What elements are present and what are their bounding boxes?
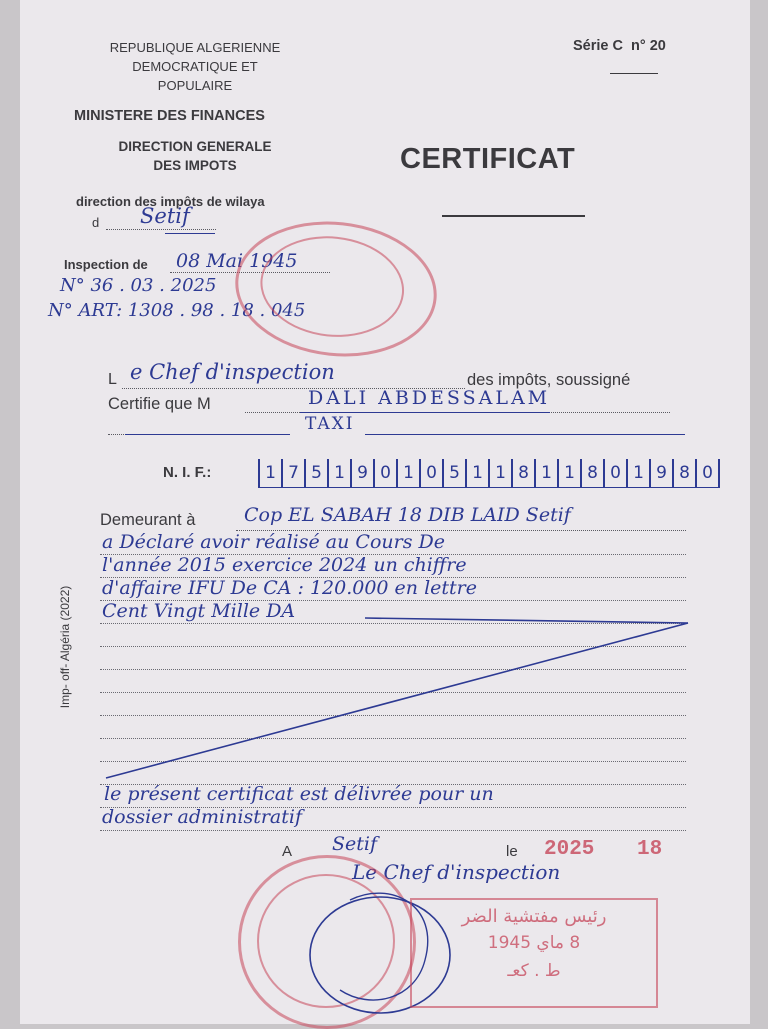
nif-digit: 5 — [306, 459, 329, 487]
chef-suffix: des impôts, soussigné — [467, 371, 631, 389]
inspection-label: Inspection de — [64, 257, 148, 272]
ministry-title: MINISTERE DES FINANCES — [74, 108, 265, 124]
address-line: Cop EL SABAH 18 DIB LAID Setif — [244, 504, 571, 526]
nif-digit: 0 — [605, 459, 628, 487]
series-number: Série C n° 20 — [573, 38, 666, 54]
demeurant-label: Demeurant à — [100, 511, 196, 529]
reference-line-2: N° ART: 1308 . 98 . 18 . 045 — [48, 300, 306, 321]
nif-digit: 5 — [444, 459, 467, 487]
stamp-arabic-line-1: رئيس مفتشية الضر — [461, 906, 607, 927]
place-label: A — [282, 843, 293, 860]
certificate-paper — [20, 0, 750, 1024]
rectangular-stamp — [410, 898, 658, 1008]
closing-line-1: le présent certificat est délivrée pour un — [104, 783, 494, 805]
nif-digit: 1 — [467, 459, 490, 487]
nif-digit: 1 — [260, 459, 283, 487]
republic-line-2: DEMOCRATIQUE ET — [132, 59, 258, 74]
direction-line-2: DES IMPOTS — [153, 158, 237, 173]
nif-digit: 1 — [490, 459, 513, 487]
signature-title: Le Chef d'inspection — [352, 860, 561, 884]
inspection-value: 08 Mai 1945 — [176, 250, 298, 272]
date-day: 18 — [637, 838, 663, 861]
date-label: le — [506, 843, 518, 860]
declaration-line-2: l'année 2015 exercice 2024 un chiffre — [102, 554, 467, 576]
nif-digit: 1 — [628, 459, 651, 487]
nif-digit: 1 — [536, 459, 559, 487]
nif-digit: 0 — [375, 459, 398, 487]
republic-line-1: REPUBLIQUE ALGERIENNE — [109, 40, 281, 55]
nif-digit: 9 — [352, 459, 375, 487]
nif-digit: 8 — [674, 459, 697, 487]
reference-line-1: N° 36 . 03 . 2025 — [60, 275, 217, 296]
date-year: 2025 — [544, 838, 595, 861]
nif-digit: 9 — [651, 459, 674, 487]
declaration-line-1: a Déclaré avoir réalisé au Cours De — [102, 531, 445, 553]
wilaya-value: Setif — [140, 204, 190, 228]
profession-value: TAXI — [305, 414, 355, 434]
direction-line-1: DIRECTION GENERALE — [118, 139, 272, 154]
nif-digit: 0 — [421, 459, 444, 487]
nif-digit: 1 — [329, 459, 352, 487]
wilaya-label: direction des impôts de wilaya — [76, 194, 265, 209]
chef-value: e Chef d'inspection — [130, 360, 335, 384]
closing-line-2: dossier administratif — [102, 806, 302, 828]
nif-digit: 1 — [559, 459, 582, 487]
certifie-label: Certifie que M — [108, 395, 211, 413]
nif-digit: 8 — [582, 459, 605, 487]
nif-digit: 8 — [513, 459, 536, 487]
document-title: CERTIFICAT — [400, 143, 576, 175]
place-value: Setif — [332, 833, 378, 855]
declaration-line-3: d'affaire IFU De CA : 120.000 en lettre — [102, 577, 477, 599]
stamp-arabic-line-3: ط . كعـ — [507, 961, 561, 981]
nif-label: N. I. F.: — [163, 464, 212, 481]
printer-note: Imp- off- Algéria (2022) — [58, 585, 72, 709]
signature-scribble — [20, 0, 750, 1024]
declaration-line-4: Cent Vingt Mille DA — [102, 600, 296, 622]
wilaya-prefix: d — [92, 215, 100, 230]
taxpayer-name: DALI ABDESSALAM — [308, 387, 551, 409]
stamp-arabic-line-2: 8 ماي 1945 — [487, 933, 581, 953]
nif-digit: 7 — [283, 459, 306, 487]
chef-prefix: L — [108, 371, 117, 388]
republic-line-3: POPULAIRE — [157, 78, 233, 93]
nif-digit: 0 — [697, 459, 720, 487]
nif-digit: 1 — [398, 459, 421, 487]
